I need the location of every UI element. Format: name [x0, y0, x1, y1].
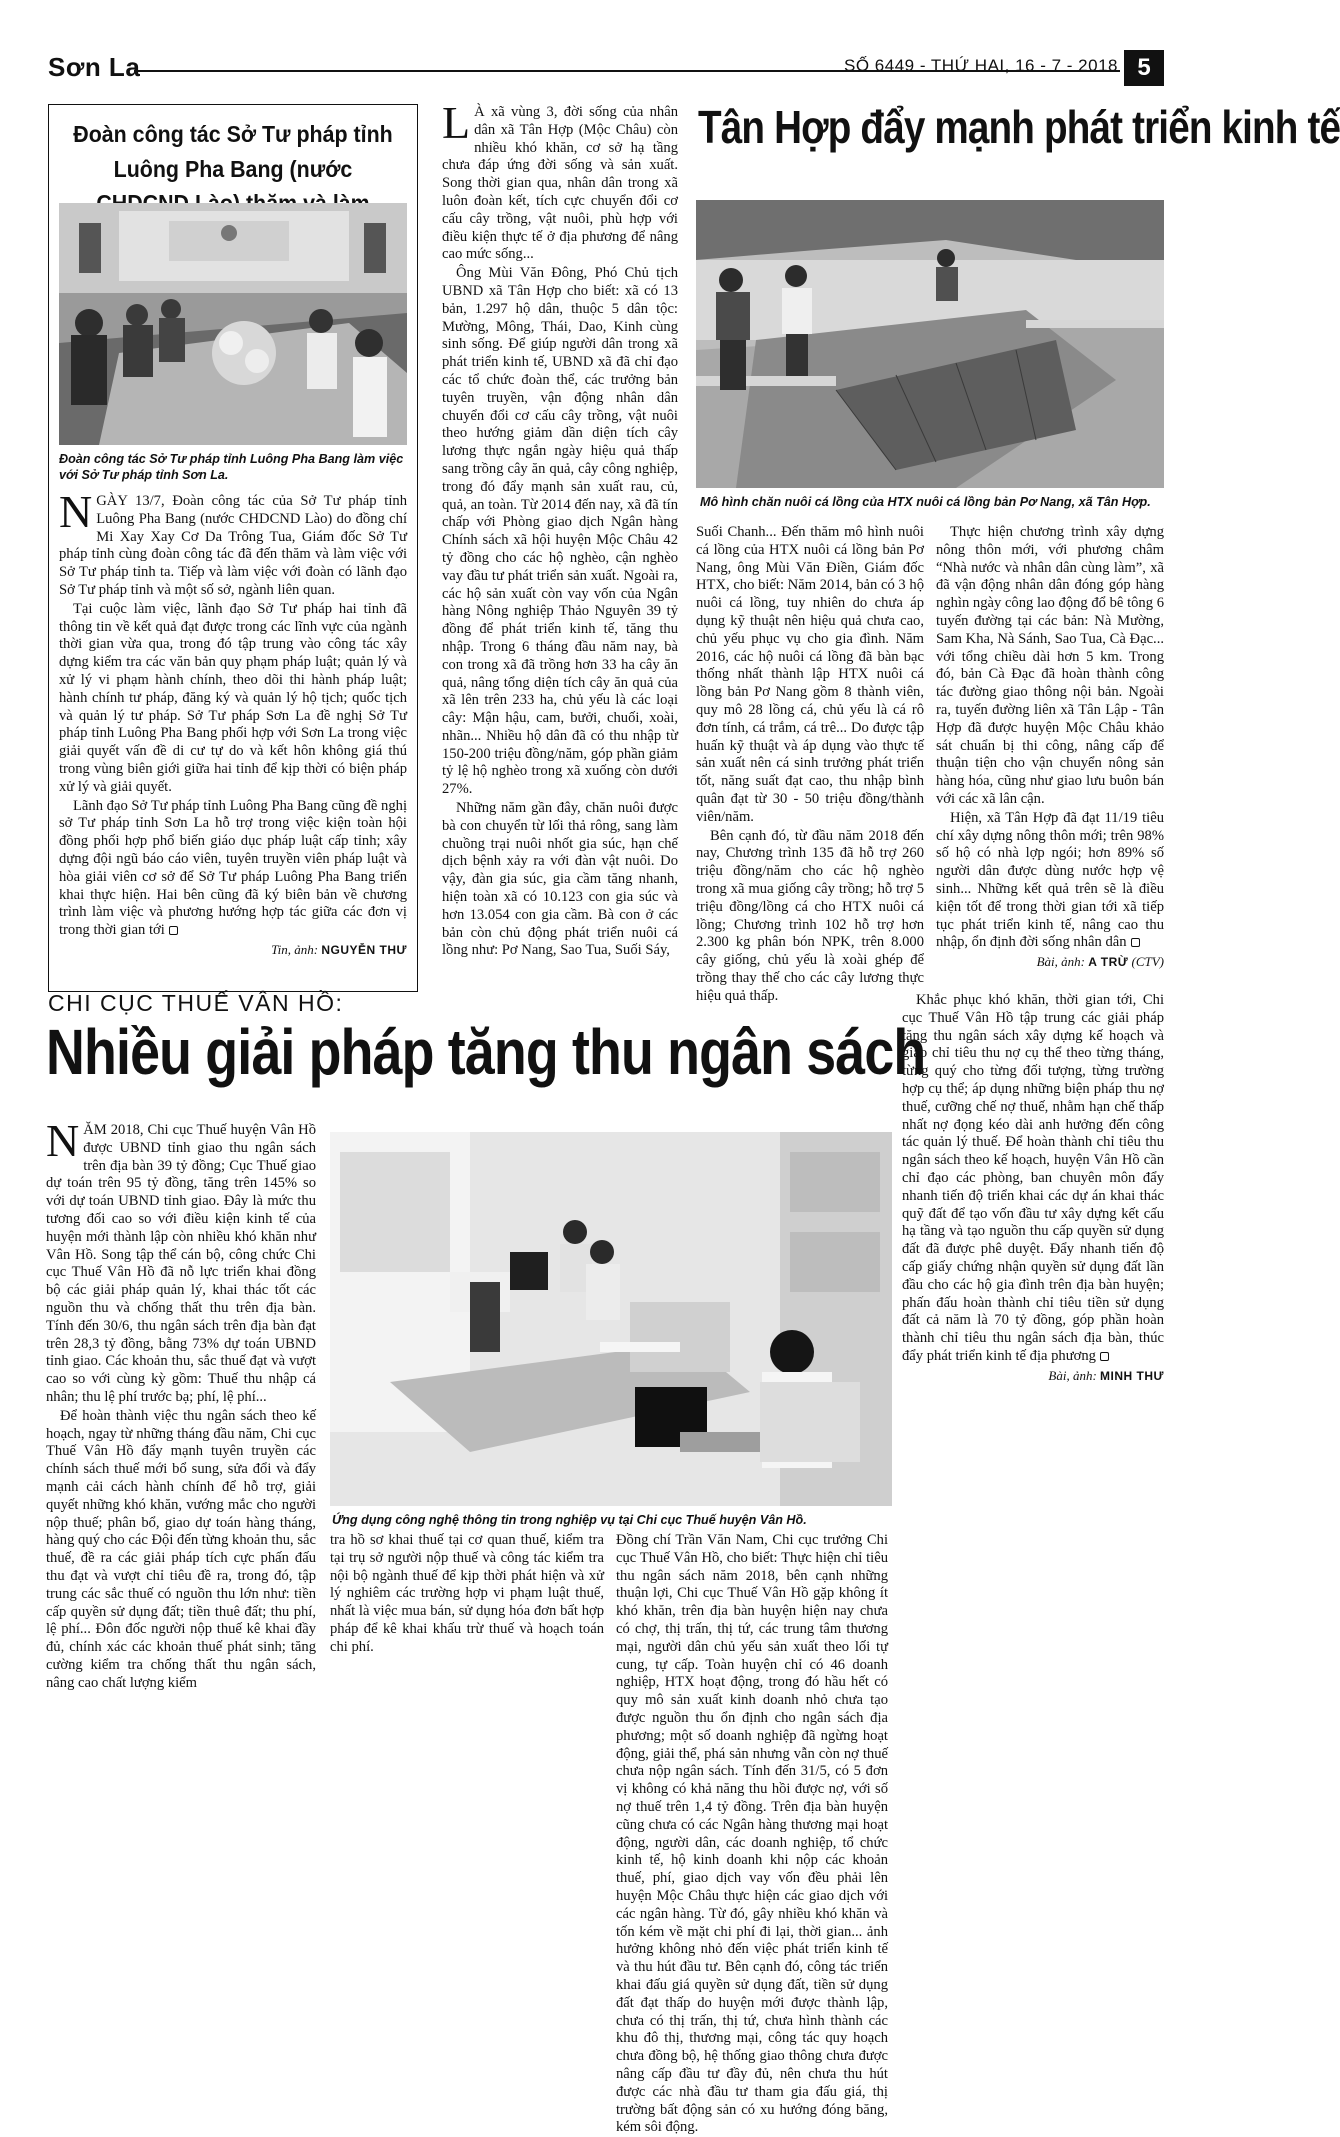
dropcap: N	[59, 486, 93, 537]
paragraph: Tại cuộc làm việc, lãnh đạo Sở Tư pháp hai tỉnh đã thông tin về kết quả đạt được trong các lĩnh vực của ngành thời gian vừa qua, trong đó tập trung vào công tác xây dựng kiểm tra các văn bản quy phạm pháp luật; quản lý và xử lý vi phạm hành chính, theo dõi thi hành pháp luật; hành chính tư pháp, đăng ký và quản lý hộ tịch; quốc tịch và quản lý tư pháp. Sở Tư pháp Sơn La đề nghị Sở Tư pháp tỉnh Luông Pha Bang phối hợp với Sơn La trong việc giải quyết vấn đề di cư tự do và kết hôn không giá thú trong vùng biên giới giữa hai tỉnh để kịp thời có biện pháp xử lý và giải quyết.	[59, 600, 407, 795]
end-mark-icon	[1131, 938, 1140, 947]
page-number: 5	[1124, 50, 1164, 86]
article2-column-3	[936, 524, 1164, 990]
article3-column-1	[46, 1115, 316, 1772]
end-mark-icon	[169, 926, 178, 935]
article3-title: Nhiều giải pháp tăng thu ngân sách	[46, 1016, 926, 1088]
article-body	[59, 486, 407, 987]
article3-column-4	[902, 992, 1164, 1772]
byline-author: A TRỪ	[1088, 955, 1129, 970]
paragraph: À xã vùng 3, đời sống của nhân dân xã Tân Hợp (Mộc Châu) còn nhiều khó khăn, cơ sở hạ tầng chưa đáp ứng đời sống và sản xuất. Song thời gian qua, nhân dân trong xã luôn đoàn kết, tích cực chuyển đổi cơ cấu cây trồng, vật nuôi, phù hợp với điều kiện thực tế ở địa phương để nâng cao mức sống...	[442, 104, 678, 263]
byline-prefix: Bài, ảnh:	[1036, 954, 1085, 970]
article-luong-pha-bang	[48, 104, 418, 992]
page-header	[44, 50, 1164, 90]
dropcap: L	[442, 97, 471, 148]
article3-column-3	[616, 1532, 888, 2136]
fish-cage-photo-caption: Mô hình chăn nuôi cá lồng của HTX nuôi cá lồng bản Pơ Nang, xã Tân Hợp.	[700, 495, 1151, 509]
fish-cage-illustration	[696, 200, 1164, 488]
paragraph: Những năm gần đây, chăn nuôi được bà con chuyển từ lối thả rông, sang làm chuồng trại nuôi nhốt gia súc, hạn chế dịch bệnh xảy ra với đàn vật nuôi. Do vậy, đàn gia súc, gia cầm tăng nhanh, hiện toàn xã có 10.123 con gia súc và hơn 13.054 con gia cầm. Bà con ở các bản còn chủ động phát triển nuôi cá lồng như: Pơ Nang, Sao Tua, Suối Sáy,	[442, 800, 678, 959]
article3-kicker: CHI CỤC THUẾ VÂN HỒ:	[48, 990, 344, 1016]
paragraph: Thực hiện chương trình xây dựng nông thôn mới, với phương châm “Nhà nước và nhân dân cùng làm”, xã đã vận động nhân dân đóng góp hàng nghìn ngày công lao động đổ bê tông 6 tuyến đường tại các bản: Nà Mường, Sam Kha, Nà Sánh, Sao Tua, Cà Đạc... với tổng chiều dài hơn 5 km. Trong đó, bản Cà Đạc đã hoàn thành công tác đường giao thông nội bản. Ngoài ra, tuyến đường liên xã Tân Lập - Tân Hợp đã được huyện Mộc Châu khảo sát chuẩn bị thi công, nâng cấp để thuận tiện cho vận chuyển nông sản hàng hóa, cũng như giao lưu buôn bán với các xã lân cận.	[936, 524, 1164, 807]
paragraph: Đồng chí Trần Văn Nam, Chi cục trưởng Chi cục Thuế Vân Hồ, cho biết: Thực hiện chỉ tiêu thu ngân sách năm 2018, bên cạnh những thuận lợi, Chi cục Thuế Vân Hồ gặp không ít khó khăn, trên địa bàn huyện hiện nay chưa có chợ, thị trấn, thị tứ, các trung tâm thương mại, người dân chủ yếu sản xuất theo lối tự cung, tự cấp. Toàn huyện chỉ có 46 doanh nghiệp, HTX hoạt động, trong đó hầu hết có quy mô sản xuất kinh doanh nhỏ chưa tạo được nguồn thu ổn định cho ngân sách địa phương; một số doanh nghiệp đã ngừng hoạt động, giải thể, phá sản nhưng vẫn còn nợ thuế chưa nộp ngân sách. Tính đến 31/5, có 5 đơn vị không có khả năng thu hồi được nợ, với số nợ thuế trên 1,4 tỷ đồng. Trên địa bàn huyện cũng chưa có các Ngân hàng thương mại hoạt động, người dân, các doanh nghiệp, tổ chức kinh tế, hộ kinh doanh khi nộp các khoản thuế, phí, giao dịch vay vốn đều phải lên huyện Mộc Châu thực hiện các giao dịch với các ngân hàng. Từ đó, gây nhiều khó khăn và tốn kém về mặt chi phí đi lại, thời gian... ảnh hưởng không nhỏ đến việc phát triển kinh tế và thu hút đầu tư. Bên cạnh đó, công tác triển khai đấu giá quyền sử dụng đất, tiền sử dụng đất đạt thấp do huyện mới được thành lập, chưa có thị trấn, thị tứ, chưa hình thành các khu đô thị, thương mại, công tác quy hoạch chưa đồng bộ, hệ thống giao thông chưa được nâng cấp đầu tư đầy đủ, nên chưa thu hút được các nhà đầu tư tham gia đấu giá, thị trường bất động sản có xu hướng đóng băng, kém sôi động.	[616, 1532, 888, 2136]
tax-office-photo-caption: Ứng dụng công nghệ thông tin trong nghiệp vụ tại Chi cục Thuế huyện Vân Hồ.	[332, 1513, 807, 1527]
paragraph: tra hồ sơ khai thuế tại cơ quan thuế, kiểm tra tại trụ sở người nộp thuế và công tác kiểm tra nội bộ ngành thuế để kịp thời phát hiện và xử lý nghiêm các trường hợp vi phạm luật thuế, nhất là việc mua bán, sử dụng hóa đơn bất hợp pháp để kê khai khấu trừ thuế và hoạch toán chi phí.	[330, 1532, 604, 1655]
article2-column-1	[442, 97, 678, 990]
dropcap: N	[46, 1115, 80, 1166]
paragraph: ĂM 2018, Chi cục Thuế huyện Vân Hồ được UBND tỉnh giao thu ngân sách trên địa bàn 39 tỷ đồng; Cục Thuế giao dự toán trên 95 tỷ đồng, tăng trên 145% so với dự toán UBND tỉnh giao. Đây là mức thu tương đối cao so với điều kiện kinh tế của huyện mới thành lập còn nhiều khó khăn như Vân Hồ. Song tập thể cán bộ, công chức Chi cục Thuế Vân Hồ đã nỗ lực triển khai đồng bộ các giải pháp quản lý, khai thác tốt các nguồn thu và chống thất thu trên địa bàn. Tính đến 30/6, thu ngân sách trên địa bàn đạt trên 28,3 tỷ đồng, bằng 73% dự toán UBND tỉnh giao. Các khoản thu, sắc thuế đạt và vượt cao so với cùng kỳ gồm: Thuế thu nhập cá nhân; thu lệ phí trước bạ; phí, lệ phí...	[46, 1122, 316, 1405]
paragraph: Để hoàn thành việc thu ngân sách theo kế hoạch, ngay từ những tháng đầu năm, Chi cục Thuế Vân Hồ đẩy mạnh tuyên truyền các chính sách thuế mới bổ sung, sửa đổi và đẩy mạnh cải cách hành chính để hỗ trợ, giải quyết những khó khăn, vướng mắc cho người nộp thuế; phân bổ, giao dự toán hàng tháng, hàng quý cho các Đội đến từng khoản thu, sắc thuế, đề ra các giải pháp tích cực phấn đấu thu đạt và vượt chỉ tiêu đề ra, trong đó, tập trung các sắc thuế có nguồn thu lớn như: tiền cấp quyền sử dụng đất; tiền thuê đất; thu phí, lệ phí... Đôn đốc người nộp thuế kê khai đầy đủ, chính xác các khoản thuế phát sinh; tăng cường kiểm tra chống thất thu ngân sách, nâng cao chất lượng kiểm	[46, 1407, 316, 1691]
end-mark-icon	[1100, 1352, 1109, 1361]
byline-author: NGUYỄN THƯ	[321, 942, 407, 957]
section-name: Sơn La	[48, 52, 141, 82]
article3-column-2	[330, 1532, 604, 1772]
byline-prefix: Bài, ảnh:	[1048, 1367, 1097, 1383]
article2-title: Tân Hợp đẩy mạnh phát triển kinh tế	[698, 101, 1340, 153]
article-title: Đoàn công tác Sở Tư pháp tỉnh Luông Pha Bang (nước	[73, 121, 393, 182]
paragraph: Hiện, xã Tân Hợp đã đạt 11/19 tiêu chí xây dựng nông thôn mới; trên 98% số hộ có nhà lợp ngói; hơn 89% số người dân được dùng nước hợp vệ sinh... Những kết quả trên sẽ là điều kiện tốt để trong thời gian tới xã tiếp tục phát triển kinh tế, nâng cao thu nhập, ổn định đời sống nhân dân	[936, 809, 1164, 951]
byline-suffix: (CTV)	[1131, 954, 1164, 970]
byline	[902, 1368, 1164, 1384]
byline	[936, 954, 1164, 970]
meeting-photo-caption: Đoàn công tác Sở Tư pháp tỉnh Luông Pha Bang làm việc với Sở Tư pháp tỉnh Sơn La.	[59, 452, 404, 483]
paragraph: Suối Chanh... Đến thăm mô hình nuôi cá lồng của HTX nuôi cá lồng bản Pơ Nang, ông Mùi Văn Điền, Giám đốc HTX, cho biết: Năm 2014, bản có 3 hộ nuôi cá lồng, tuy nhiên do chưa áp dụng kỹ thuật nên hiệu quả chưa cao, chủ yếu phục vụ cho gia đình. Năm 2016, các hộ nuôi cá lồng đã bàn bạc thống nhất thành lập HTX nuôi cá lồng bản Pơ Nang gồm 8 thành viên, quy mô 28 lồng cá, chủ yếu là cá rô đơn tính, cá trắm, cá trê... Do được tập huấn kỹ thuật và áp dụng vào thực tế sản xuất nên cá sinh trưởng phát triển tốt, năng suất đạt cao, thu nhập bình quân đạt từ 30 - 50 triệu đồng/thành viên/năm.	[696, 524, 924, 825]
byline-author: MINH THƯ	[1100, 1368, 1164, 1383]
meeting-photo-illustration	[59, 203, 407, 445]
paragraph: Ông Mùi Văn Đông, Phó Chủ tịch UBND xã Tân Hợp cho biết: xã có 13 bản, 1.297 hộ dân, thuộc 5 dân tộc: Mường, Mông, Thái, Dao, Kinh cùng sinh sống. Để giúp người dân trong xã phát triển kinh tế, UBND xã đã chỉ đạo các tổ chức đoàn thể, các trưởng bản tuyên truyền, vận động nhân dân chuyển đổi cơ cấu cây trồng, vật nuôi theo hướng giảm dần diện tích cây lương thực ngắn ngày hiệu quả thấp sang trồng cây ăn quả, cây công nghiệp, trong đó đẩy mạnh sản xuất rau, củ, quả, an toàn. Từ 2014 đến nay, xã đã tín chấp với Phòng giao dịch Ngân hàng Chính sách xã hội huyện Mộc Châu 42 tỷ đồng cho các hộ nghèo, cận nghèo vay đầu tư phát triển sản xuất. Ngoài ra, các hộ sản xuất còn vay vốn của Ngân hàng Nông nghiệp Thảo Nguyên 39 tỷ đồng để phát triển kinh tế, tăng thu nhập. Trong 6 tháng đầu năm nay, bà con trong xã đã trồng hơn 33 ha cây ăn quả, nâng tổng diện tích cây ăn quả của xã lên trên 233 ha, chủ yếu là các loại cây: Mận hậu, cam, bưởi, chuối, xoài, nhãn... Nhiều hộ dân đã có thu nhập từ 150-200 triệu đồng/năm, góp phần giảm tỷ lệ hộ nghèo trong xã xuống còn dưới 27%.	[442, 265, 678, 798]
fish-cage-photo	[696, 200, 1164, 488]
paragraph: Bên cạnh đó, từ đầu năm 2018 đến nay, Chương trình 135 đã hỗ trợ 260 triệu đồng/năm cho các hộ nghèo trong xã mua giống cây trồng; hỗ trợ 5 triệu đồng/lồng cá cho HTX nuôi cá lồng; Chương trình 102 hỗ trợ hơn 2.300 kg phân bón NPK, trên 8.000 cây giống, chủ yếu là xoài ghép để trồng thay thế cho các cây lương thực hiệu quả thấp.	[696, 827, 924, 1004]
paragraph: GÀY 13/7, Đoàn công tác của Sở Tư pháp tỉnh Luông Pha Bang (nước CHDCND Lào) do đồng chí Mi Xay Xay Cơ Da Trông Tua, Giám đốc Sở Tư pháp tỉnh cùng đoàn công tác đã đến thăm và làm việc với Sở Tư pháp tỉnh ta. Tiếp và làm việc với đoàn có lãnh đạo Sở Tư pháp tỉnh và một số sở, ngành liên quan.	[59, 493, 407, 598]
byline-prefix: Tin, ảnh:	[271, 941, 319, 957]
tax-office-illustration	[330, 1132, 892, 1506]
paragraph: Lãnh đạo Sở Tư pháp tỉnh Luông Pha Bang cũng đề nghị sở Tư pháp tỉnh Sơn La hỗ trợ trong việc kiện toàn hội đồng phối hợp phổ biến giáo dục pháp luật cấp tỉnh; xây dựng đội ngũ báo cáo viên, tuyên truyền viên pháp luật và hòa giải viên cơ sở để Sở Tư pháp Luông Pha Bang triển khai thực hiện. Hai bên cũng đã ký biên bản về chương trình làm việc và phương hướng hợp tác giữa các đơn vị trong thời gian tới	[59, 797, 407, 939]
issue-info: SỐ 6449 - THỨ HAI, 16 - 7 - 2018	[844, 56, 1118, 75]
meeting-photo	[59, 203, 407, 445]
paragraph: Khắc phục khó khăn, thời gian tới, Chi cục Thuế Vân Hồ tập trung các giải pháp tăng thu ngân sách xây dựng kế hoạch và giao chỉ tiêu thu nợ cụ thể theo từng tháng, từng quý cho từng đối tượng, từng trường hợp cụ thể; áp dụng những biện pháp thu nợ thuế, cưỡng chế nợ thuế, nhằm hạn chế thấp nhất nợ đọng kéo dài anh hưởng đến công tác quản lý thuế. Để hoàn thành chỉ tiêu thu ngân sách theo kế hoạch, huyện Vân Hồ cần chỉ đạo các phòng, ban chuyên môn đẩy nhanh tiến độ triển khai các dự án khai thác quỹ đất để tạo vốn đầu tư xây dựng kết cấu hạ tầng và tạo nguồn thu cấp quyền sử dụng đất đã được phê duyệt. Đẩy nhanh tiến độ cấp giấy chứng nhận quyền sử dụng đất lần đầu cho các hộ gia đình trên địa bàn huyện; phấn đấu hoàn thành chỉ tiêu tiền sử dụng đất cả năm là 70 tỷ đồng, góp phần hoàn thành chỉ tiêu thu ngân sách địa bàn, thúc đẩy phát triển kinh tế địa phương	[902, 992, 1164, 1364]
tax-office-photo	[330, 1132, 892, 1506]
byline	[59, 942, 407, 958]
article2-column-2	[696, 524, 924, 1004]
